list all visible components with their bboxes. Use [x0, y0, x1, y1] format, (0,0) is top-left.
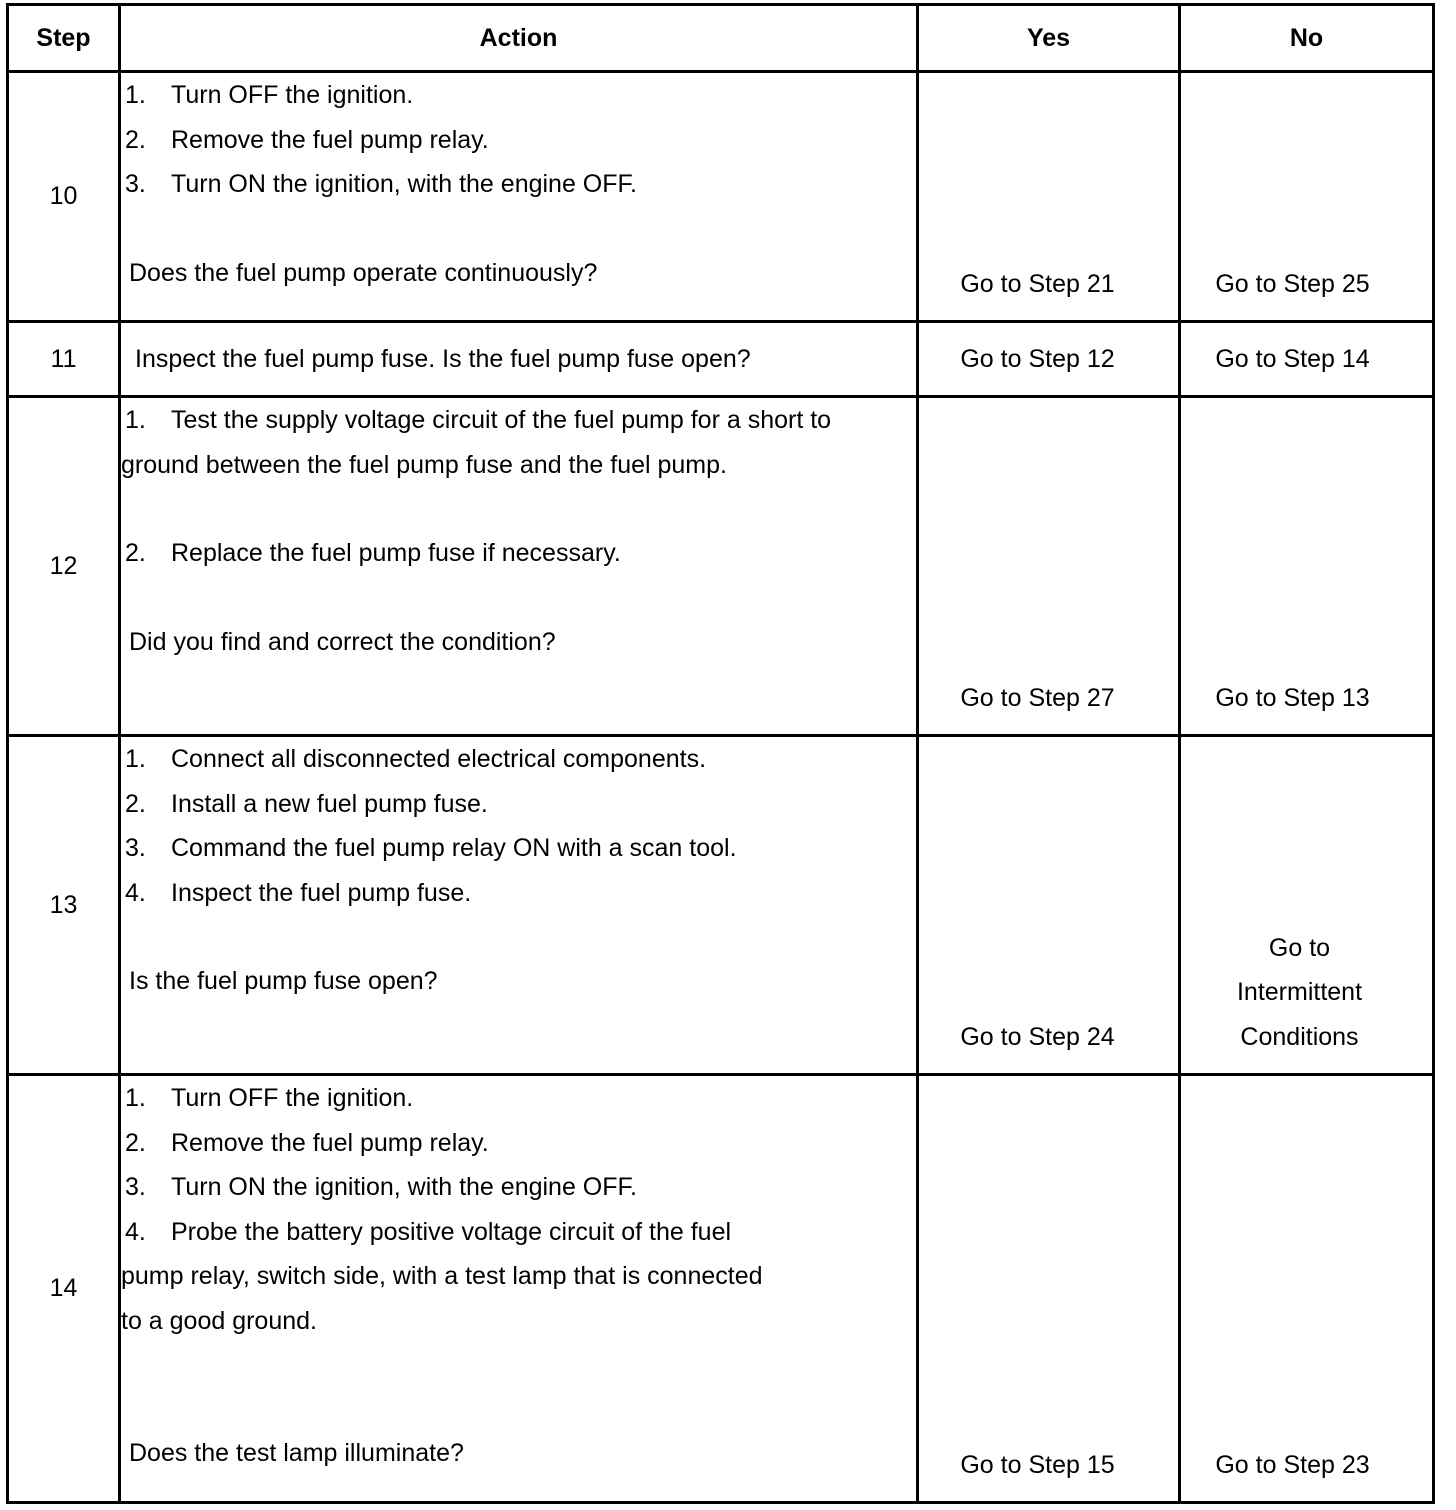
action-cell: [120, 72, 918, 322]
header-yes: Yes: [918, 5, 1180, 72]
no-result: Go to Step 23: [1180, 1075, 1434, 1503]
action-question: Is the fuel pump fuse open?: [129, 967, 438, 995]
no-result: Go to Step 14: [1180, 322, 1434, 397]
step-number: 11: [8, 322, 120, 397]
header-action: Action: [120, 5, 918, 72]
yes-result: Go to Step 24: [918, 736, 1180, 1075]
action-item: 3. Turn ON the ignition, with the engine OFF.: [125, 1173, 637, 1201]
no-result: Go to Intermittent Conditions: [1180, 736, 1434, 1075]
table-row: [8, 397, 1434, 736]
yes-result: Go to Step 27: [918, 397, 1180, 736]
action-item: 1. Connect all disconnected electrical components.: [125, 745, 707, 773]
action-cell: Inspect the fuel pump fuse. Is the fuel pump fuse open?: [120, 322, 918, 397]
step-number: 14: [8, 1075, 120, 1503]
action-item: 1. Turn OFF the ignition.: [125, 81, 414, 109]
action-item: 2. Remove the fuel pump relay.: [125, 1128, 489, 1157]
table-row: [8, 72, 1434, 322]
no-result: Go to Step 13: [1180, 397, 1434, 736]
diagnostic-table: [6, 3, 1435, 1504]
action-cell: [120, 736, 918, 1075]
no-result: Go to Step 25: [1180, 72, 1434, 322]
header-no: No: [1180, 5, 1434, 72]
action-item: 2. Remove the fuel pump relay.: [125, 125, 489, 154]
action-item: 4. Inspect the fuel pump fuse.: [125, 878, 472, 907]
action-item: 1. Test the supply voltage circuit of the fuel pump for a short to ground between the fuel pump fuse and the fuel pump.: [121, 406, 832, 479]
table-row: [8, 736, 1434, 1075]
step-number: 13: [8, 736, 120, 1075]
action-item: 2. Replace the fuel pump fuse if necessary.: [125, 539, 621, 567]
action-cell: [120, 1075, 918, 1503]
yes-result: Go to Step 15: [918, 1075, 1180, 1503]
header-step: Step: [8, 5, 120, 72]
action-question: Does the test lamp illuminate?: [129, 1439, 464, 1467]
action-cell: [120, 397, 918, 736]
action-item: 1. Turn OFF the ignition.: [125, 1084, 414, 1112]
step-number: 12: [8, 397, 120, 736]
yes-result: Go to Step 21: [918, 72, 1180, 322]
action-item: 3. Command the fuel pump relay ON with a scan tool.: [125, 834, 737, 862]
table-row: [8, 322, 1434, 397]
step-number: 10: [8, 72, 120, 322]
action-item: 4. Probe the battery positive voltage circuit of the fuel pump relay, switch side, with a test lamp that is connected to a good ground.: [121, 1217, 763, 1335]
action-question: Did you find and correct the condition?: [129, 627, 556, 656]
table-row: [8, 1075, 1434, 1503]
action-item: 2. Install a new fuel pump fuse.: [125, 789, 488, 818]
action-item: 3. Turn ON the ignition, with the engine OFF.: [125, 170, 637, 198]
action-question: Does the fuel pump operate continuously?: [129, 258, 598, 287]
yes-result: Go to Step 12: [918, 322, 1180, 397]
header-row: [8, 5, 1434, 72]
